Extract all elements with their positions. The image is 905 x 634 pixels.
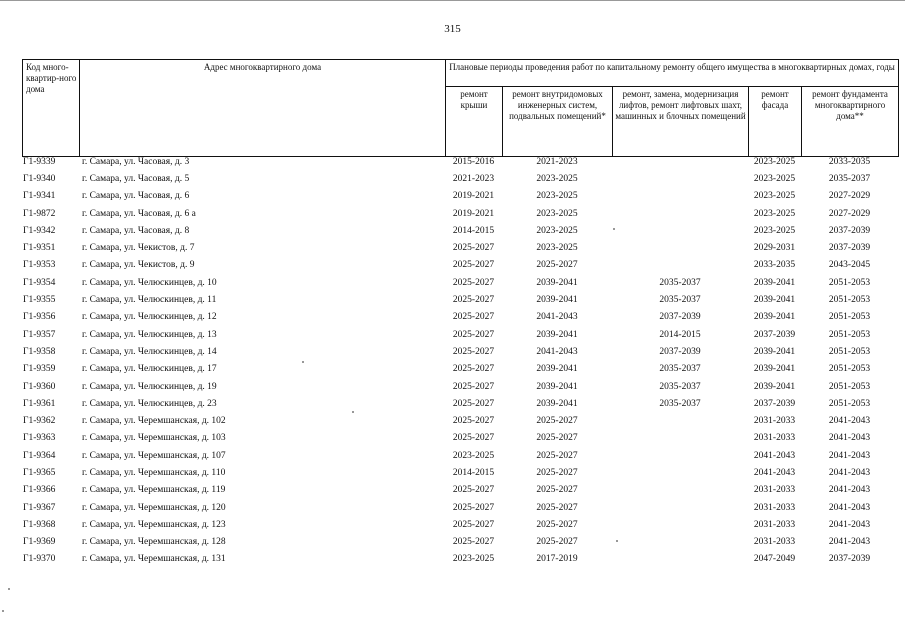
scan-speck bbox=[2, 610, 4, 612]
cell-code: Г1-9342 bbox=[23, 225, 56, 236]
page-top-rule bbox=[0, 0, 905, 1]
cell-lifts: 2035-2037 bbox=[659, 277, 701, 288]
cell-roof: 2025-2027 bbox=[452, 243, 495, 254]
cell-engineering: 2025-2027 bbox=[536, 260, 578, 271]
header-roof: ремонт крыши bbox=[446, 87, 503, 157]
cell-address: г. Самара, ул. Часовая, д. 5 bbox=[82, 173, 190, 184]
cell-facade: 2039-2041 bbox=[753, 312, 796, 323]
cell-code: Г1-9340 bbox=[23, 173, 56, 184]
cell-address: г. Самара, ул. Черемшанская, д. 107 bbox=[82, 450, 226, 461]
cell-address: г. Самара, ул. Часовая, д. 6 а bbox=[82, 208, 196, 219]
cell-roof: 2025-2027 bbox=[452, 329, 495, 340]
cell-code: Г1-9365 bbox=[23, 467, 56, 478]
cell-address: г. Самара, ул. Часовая, д. 6 bbox=[82, 191, 190, 202]
cell-facade: 2031-2033 bbox=[753, 537, 796, 548]
cell-code: Г1-9368 bbox=[23, 519, 56, 530]
cell-facade: 2041-2043 bbox=[753, 450, 796, 461]
cell-facade: 2039-2041 bbox=[753, 295, 796, 306]
cell-roof: 2019-2021 bbox=[452, 208, 495, 219]
cell-address: г. Самара, ул. Черемшанская, д. 119 bbox=[82, 485, 226, 496]
cell-foundation: 2041-2043 bbox=[828, 519, 871, 530]
cell-address: г. Самара, ул. Челюскинцев, д. 13 bbox=[82, 329, 217, 340]
cell-foundation: 2041-2043 bbox=[828, 433, 871, 444]
cell-lifts bbox=[612, 412, 748, 429]
cell-foundation: 2027-2029 bbox=[828, 191, 871, 202]
cell-roof: 2025-2027 bbox=[452, 346, 495, 357]
cell-lifts bbox=[612, 534, 748, 551]
cell-facade: 2047-2049 bbox=[753, 554, 796, 565]
cell-facade: 2023-2025 bbox=[753, 173, 796, 184]
cell-roof: 2025-2027 bbox=[452, 519, 495, 530]
cell-facade: 2023-2025 bbox=[753, 156, 796, 167]
cell-code: Г1-9351 bbox=[23, 243, 56, 254]
table-row bbox=[22, 447, 898, 464]
cell-lifts bbox=[612, 239, 748, 256]
table-row bbox=[22, 274, 898, 291]
cell-engineering: 2023-2025 bbox=[536, 173, 578, 184]
cell-address: г. Самара, ул. Черемшанская, д. 120 bbox=[82, 502, 226, 513]
cell-facade: 2039-2041 bbox=[753, 381, 796, 392]
cell-facade: 2031-2033 bbox=[753, 433, 796, 444]
cell-engineering: 2017-2019 bbox=[536, 554, 578, 565]
cell-engineering: 2023-2025 bbox=[536, 225, 578, 236]
table-row bbox=[22, 361, 898, 378]
cell-engineering: 2041-2043 bbox=[536, 346, 578, 357]
cell-engineering: 2023-2025 bbox=[536, 191, 578, 202]
cell-facade: 2029-2031 bbox=[753, 243, 796, 254]
cell-foundation: 2027-2029 bbox=[828, 208, 871, 219]
cell-foundation: 2051-2053 bbox=[828, 346, 871, 357]
cell-address: г. Самара, ул. Черемшанская, д. 123 bbox=[82, 519, 226, 530]
cell-roof: 2025-2027 bbox=[452, 502, 495, 513]
cell-facade: 2023-2025 bbox=[753, 225, 796, 236]
cell-engineering: 2025-2027 bbox=[536, 519, 578, 530]
table-row bbox=[22, 222, 898, 239]
cell-roof: 2014-2015 bbox=[452, 467, 495, 478]
cell-foundation: 2041-2043 bbox=[828, 450, 871, 461]
cell-engineering: 2039-2041 bbox=[536, 364, 578, 375]
page-number: 315 bbox=[444, 23, 461, 35]
cell-roof: 2021-2023 bbox=[452, 173, 495, 184]
table-row bbox=[22, 378, 898, 395]
header-periods: Плановые периоды проведения работ по капитальному ремонту общего имущества в многоквартирных домах, годы bbox=[446, 60, 899, 87]
cell-roof: 2025-2027 bbox=[452, 416, 495, 427]
cell-address: г. Самара, ул. Черемшанская, д. 128 bbox=[82, 537, 226, 548]
scan-speck bbox=[352, 411, 354, 413]
cell-engineering: 2025-2027 bbox=[536, 537, 578, 548]
cell-code: Г1-9363 bbox=[23, 433, 56, 444]
cell-code: Г1-9341 bbox=[23, 191, 56, 202]
cell-lifts bbox=[612, 447, 748, 464]
cell-facade: 2033-2035 bbox=[753, 260, 796, 271]
cell-code: Г1-9364 bbox=[23, 450, 56, 461]
table-row bbox=[22, 412, 898, 429]
cell-engineering: 2039-2041 bbox=[536, 329, 578, 340]
cell-roof: 2025-2027 bbox=[452, 398, 495, 409]
table-row bbox=[22, 551, 898, 568]
cell-roof: 2025-2027 bbox=[452, 381, 495, 392]
cell-facade: 2037-2039 bbox=[753, 329, 796, 340]
cell-code: Г1-9360 bbox=[23, 381, 56, 392]
cell-lifts bbox=[612, 430, 748, 447]
cell-foundation: 2051-2053 bbox=[828, 295, 871, 306]
cell-foundation: 2051-2053 bbox=[828, 277, 871, 288]
cell-lifts bbox=[612, 551, 748, 568]
cell-code: Г1-9361 bbox=[23, 398, 56, 409]
cell-lifts bbox=[612, 482, 748, 499]
cell-roof: 2025-2027 bbox=[452, 364, 495, 375]
cell-foundation: 2051-2053 bbox=[828, 381, 871, 392]
cell-code: Г1-9353 bbox=[23, 260, 56, 271]
header-foundation: ремонт фундамента многоквартирного дома** bbox=[802, 87, 899, 157]
table-row bbox=[22, 534, 898, 551]
table-row bbox=[22, 239, 898, 256]
cell-facade: 2023-2025 bbox=[753, 191, 796, 202]
cell-address: г. Самара, ул. Челюскинцев, д. 19 bbox=[82, 381, 217, 392]
cell-lifts bbox=[612, 205, 748, 222]
cell-code: Г1-9369 bbox=[23, 537, 56, 548]
cell-foundation: 2041-2043 bbox=[828, 467, 871, 478]
cell-roof: 2023-2025 bbox=[452, 554, 495, 565]
cell-code: Г1-9354 bbox=[23, 277, 56, 288]
table-row bbox=[22, 482, 898, 499]
cell-engineering: 2039-2041 bbox=[536, 295, 578, 306]
table-row bbox=[22, 188, 898, 205]
table-row bbox=[22, 395, 898, 412]
cell-address: г. Самара, ул. Челюскинцев, д. 14 bbox=[82, 346, 217, 357]
repair-schedule-table bbox=[22, 153, 898, 568]
cell-foundation: 2033-2035 bbox=[828, 156, 871, 167]
header-engineering: ремонт внутридомовых инженерных систем, подвальных помещений* bbox=[503, 87, 613, 157]
cell-lifts: 2037-2039 bbox=[659, 346, 701, 357]
table-row bbox=[22, 205, 898, 222]
cell-address: г. Самара, ул. Челюскинцев, д. 11 bbox=[82, 295, 217, 306]
cell-roof: 2025-2027 bbox=[452, 433, 495, 444]
cell-code: Г1-9355 bbox=[23, 295, 56, 306]
cell-lifts: 2035-2037 bbox=[659, 381, 701, 392]
cell-foundation: 2037-2039 bbox=[828, 554, 871, 565]
table-row bbox=[22, 170, 898, 187]
cell-roof: 2025-2027 bbox=[452, 537, 495, 548]
cell-roof: 2014-2015 bbox=[452, 225, 495, 236]
cell-foundation: 2051-2053 bbox=[828, 312, 871, 323]
cell-engineering: 2023-2025 bbox=[536, 243, 578, 254]
cell-facade: 2023-2025 bbox=[753, 208, 796, 219]
cell-address: г. Самара, ул. Челюскинцев, д. 23 bbox=[82, 398, 217, 409]
table-row bbox=[22, 153, 898, 170]
cell-roof: 2015-2016 bbox=[452, 156, 495, 167]
header-address: Адрес многоквартирного дома bbox=[80, 60, 446, 157]
scan-speck bbox=[616, 540, 618, 542]
table-row bbox=[22, 430, 898, 447]
cell-foundation: 2035-2037 bbox=[828, 173, 871, 184]
cell-lifts: 2037-2039 bbox=[659, 312, 701, 323]
cell-facade: 2031-2033 bbox=[753, 416, 796, 427]
cell-foundation: 2051-2053 bbox=[828, 398, 871, 409]
cell-address: г. Самара, ул. Чекистов, д. 9 bbox=[82, 260, 195, 271]
cell-lifts bbox=[612, 516, 748, 533]
table-row bbox=[22, 326, 898, 343]
cell-code: Г1-9356 bbox=[23, 312, 56, 323]
cell-facade: 2031-2033 bbox=[753, 502, 796, 513]
cell-facade: 2031-2033 bbox=[753, 519, 796, 530]
cell-foundation: 2051-2053 bbox=[828, 364, 871, 375]
cell-address: г. Самара, ул. Челюскинцев, д. 10 bbox=[82, 277, 217, 288]
cell-address: г. Самара, ул. Черемшанская, д. 110 bbox=[82, 467, 226, 478]
cell-engineering: 2041-2043 bbox=[536, 312, 578, 323]
cell-address: г. Самара, ул. Черемшанская, д. 102 bbox=[82, 416, 226, 427]
cell-engineering: 2039-2041 bbox=[536, 381, 578, 392]
cell-address: г. Самара, ул. Чекистов, д. 7 bbox=[82, 243, 195, 254]
cell-address: г. Самара, ул. Часовая, д. 8 bbox=[82, 225, 190, 236]
cell-lifts bbox=[612, 153, 748, 170]
scan-speck bbox=[8, 588, 10, 590]
cell-roof: 2025-2027 bbox=[452, 277, 495, 288]
cell-code: Г1-9366 bbox=[23, 485, 56, 496]
cell-facade: 2031-2033 bbox=[753, 485, 796, 496]
cell-foundation: 2043-2045 bbox=[828, 260, 871, 271]
cell-address: г. Самара, ул. Черемшанская, д. 103 bbox=[82, 433, 226, 444]
cell-foundation: 2041-2043 bbox=[828, 485, 871, 496]
cell-code: Г1-9339 bbox=[23, 156, 56, 167]
cell-engineering: 2025-2027 bbox=[536, 433, 578, 444]
cell-lifts: 2035-2037 bbox=[659, 364, 701, 375]
cell-facade: 2041-2043 bbox=[753, 467, 796, 478]
cell-lifts bbox=[612, 188, 748, 205]
cell-roof: 2023-2025 bbox=[452, 450, 495, 461]
cell-code: Г1-9370 bbox=[23, 554, 56, 565]
scan-speck bbox=[613, 228, 615, 230]
header-lifts: ремонт, замена, модернизация лифтов, ремонт лифтовых шахт, машинных и блочных помещений bbox=[613, 87, 749, 157]
cell-facade: 2039-2041 bbox=[753, 364, 796, 375]
table-row bbox=[22, 257, 898, 274]
cell-lifts bbox=[612, 499, 748, 516]
cell-foundation: 2041-2043 bbox=[828, 537, 871, 548]
cell-foundation: 2041-2043 bbox=[828, 502, 871, 513]
cell-lifts: 2035-2037 bbox=[659, 398, 701, 409]
cell-engineering: 2023-2025 bbox=[536, 208, 578, 219]
cell-facade: 2037-2039 bbox=[753, 398, 796, 409]
cell-lifts bbox=[612, 222, 748, 239]
cell-roof: 2025-2027 bbox=[452, 260, 495, 271]
cell-engineering: 2025-2027 bbox=[536, 450, 578, 461]
cell-foundation: 2051-2053 bbox=[828, 329, 871, 340]
cell-address: г. Самара, ул. Челюскинцев, д. 17 bbox=[82, 364, 217, 375]
cell-code: Г1-9872 bbox=[23, 208, 56, 219]
cell-foundation: 2037-2039 bbox=[828, 243, 871, 254]
cell-facade: 2039-2041 bbox=[753, 277, 796, 288]
cell-code: Г1-9357 bbox=[23, 329, 56, 340]
cell-foundation: 2037-2039 bbox=[828, 225, 871, 236]
cell-roof: 2025-2027 bbox=[452, 312, 495, 323]
cell-roof: 2019-2021 bbox=[452, 191, 495, 202]
cell-lifts bbox=[612, 170, 748, 187]
cell-foundation: 2041-2043 bbox=[828, 416, 871, 427]
table-row bbox=[22, 516, 898, 533]
cell-engineering: 2025-2027 bbox=[536, 502, 578, 513]
cell-facade: 2039-2041 bbox=[753, 346, 796, 357]
cell-roof: 2025-2027 bbox=[452, 485, 495, 496]
table-row bbox=[22, 343, 898, 360]
cell-engineering: 2039-2041 bbox=[536, 398, 578, 409]
table-row bbox=[22, 309, 898, 326]
cell-engineering: 2025-2027 bbox=[536, 467, 578, 478]
scan-speck bbox=[302, 361, 304, 363]
table-row bbox=[22, 464, 898, 481]
cell-lifts bbox=[612, 464, 748, 481]
cell-lifts: 2014-2015 bbox=[659, 329, 701, 340]
cell-address: г. Самара, ул. Черемшанская, д. 131 bbox=[82, 554, 226, 565]
cell-code: Г1-9362 bbox=[23, 416, 56, 427]
cell-code: Г1-9358 bbox=[23, 346, 56, 357]
header-code: Код много-квартир-ного дома bbox=[23, 60, 80, 157]
cell-engineering: 2025-2027 bbox=[536, 416, 578, 427]
cell-code: Г1-9367 bbox=[23, 502, 56, 513]
cell-lifts bbox=[612, 257, 748, 274]
cell-roof: 2025-2027 bbox=[452, 295, 495, 306]
cell-engineering: 2021-2023 bbox=[536, 156, 578, 167]
cell-address: г. Самара, ул. Челюскинцев, д. 12 bbox=[82, 312, 217, 323]
header-facade: ремонт фасада bbox=[749, 87, 802, 157]
cell-engineering: 2039-2041 bbox=[536, 277, 578, 288]
cell-address: г. Самара, ул. Часовая, д. 3 bbox=[82, 156, 190, 167]
cell-engineering: 2025-2027 bbox=[536, 485, 578, 496]
table-header bbox=[22, 59, 899, 157]
cell-code: Г1-9359 bbox=[23, 364, 56, 375]
cell-lifts: 2035-2037 bbox=[659, 295, 701, 306]
table-row bbox=[22, 499, 898, 516]
table-row bbox=[22, 291, 898, 308]
